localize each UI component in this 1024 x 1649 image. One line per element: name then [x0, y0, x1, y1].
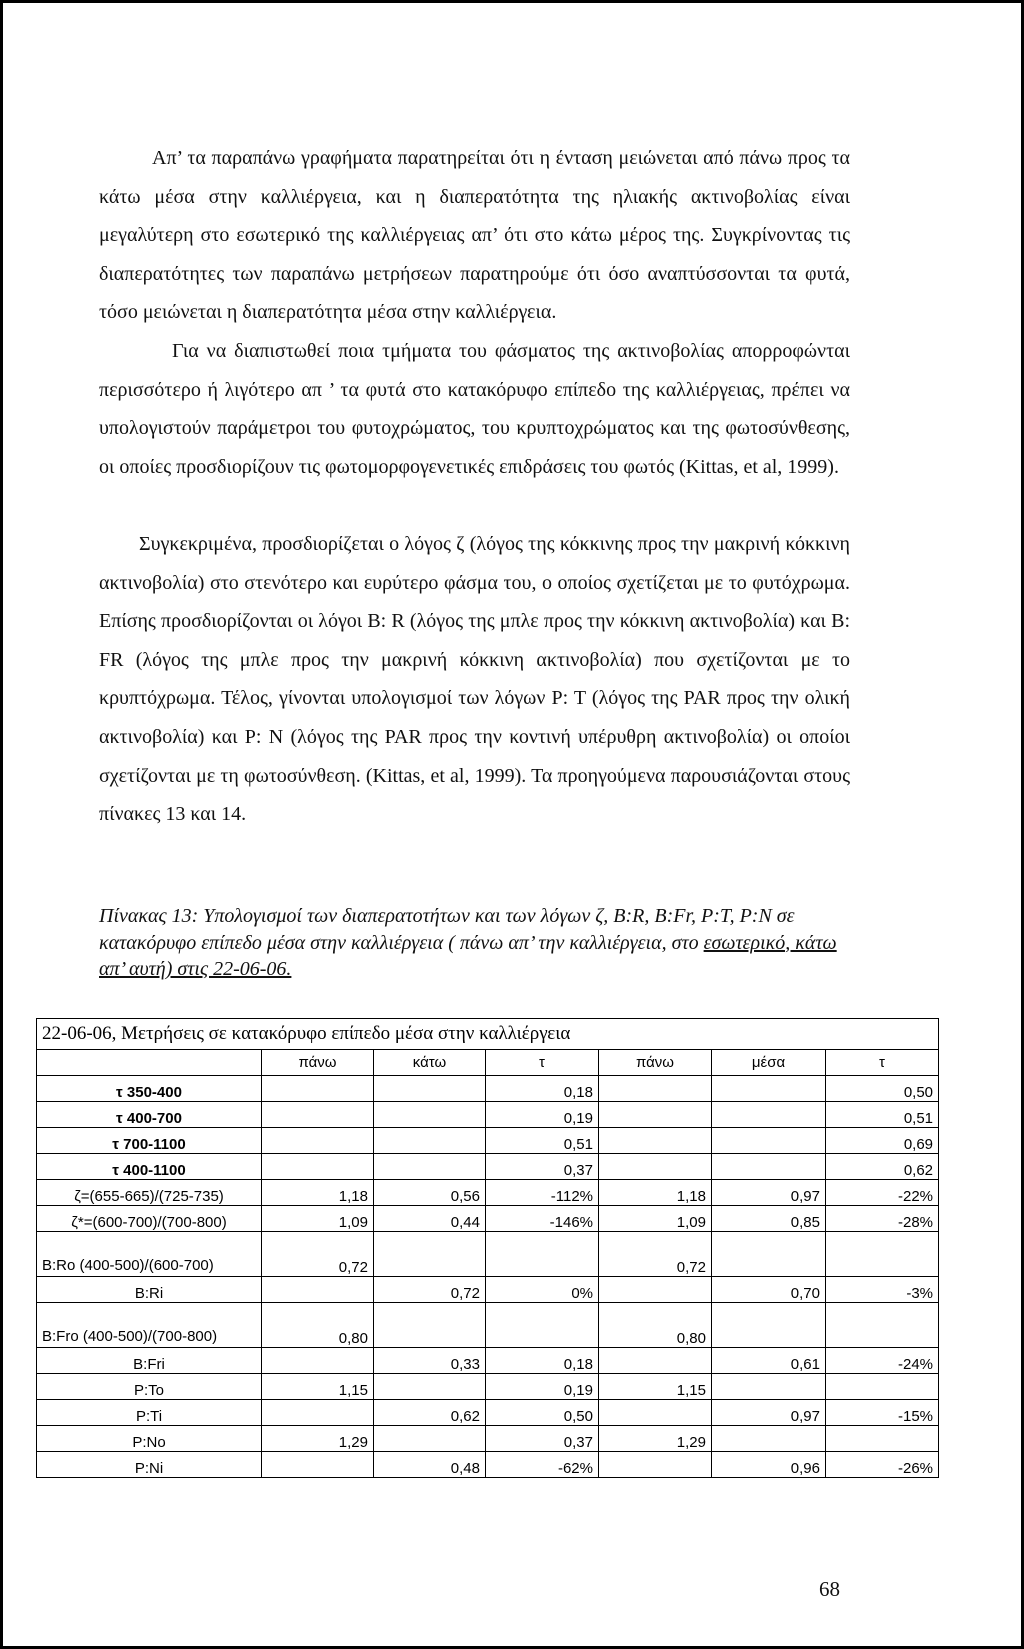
row-label-cell: B:Ri [37, 1277, 262, 1303]
value-cell: -26% [826, 1452, 939, 1478]
value-cell [826, 1374, 939, 1400]
value-cell [599, 1400, 712, 1426]
page-number: 68 [819, 1577, 840, 1601]
value-cell: -22% [826, 1180, 939, 1206]
table-row [37, 1426, 939, 1452]
value-cell: 0% [486, 1277, 599, 1303]
table-row [37, 1076, 939, 1102]
table-row [37, 1128, 939, 1154]
value-cell: 0,97 [712, 1180, 826, 1206]
value-cell [712, 1426, 826, 1452]
value-cell [374, 1426, 486, 1452]
header-cell: πάνω [262, 1050, 374, 1076]
value-cell [486, 1232, 599, 1277]
value-cell: 0,33 [374, 1348, 486, 1374]
value-cell: 0,72 [599, 1232, 712, 1277]
table-header-row [37, 1050, 939, 1076]
value-cell: 0,19 [486, 1102, 599, 1128]
row-label-cell: ζ=(655-665)/(725-735) [37, 1180, 262, 1206]
value-cell [712, 1128, 826, 1154]
value-cell: 0,97 [712, 1400, 826, 1426]
value-cell: 1,15 [599, 1374, 712, 1400]
table-title-row [37, 1019, 939, 1050]
value-cell: 0,85 [712, 1206, 826, 1232]
value-cell [262, 1348, 374, 1374]
value-cell [599, 1348, 712, 1374]
value-cell [374, 1374, 486, 1400]
value-cell [262, 1128, 374, 1154]
value-cell [374, 1303, 486, 1348]
value-cell [374, 1076, 486, 1102]
row-label-cell: τ 700-1100 [37, 1128, 262, 1154]
table-row [37, 1102, 939, 1128]
row-label-cell: B:Fri [37, 1348, 262, 1374]
value-cell: 0,61 [712, 1348, 826, 1374]
value-cell: 1,29 [599, 1426, 712, 1452]
value-cell: 0,72 [374, 1277, 486, 1303]
value-cell: 0,70 [712, 1277, 826, 1303]
value-cell: 0,72 [262, 1232, 374, 1277]
value-cell: 1,09 [262, 1206, 374, 1232]
value-cell: 1,18 [599, 1180, 712, 1206]
value-cell: 1,18 [262, 1180, 374, 1206]
value-cell: 0,62 [826, 1154, 939, 1180]
value-cell [262, 1154, 374, 1180]
row-label-cell: ζ*=(600-700)/(700-800) [37, 1206, 262, 1232]
paragraph-1 [99, 139, 850, 332]
value-cell [374, 1232, 486, 1277]
value-cell: -3% [826, 1277, 939, 1303]
value-cell [712, 1076, 826, 1102]
header-cell: μέσα [712, 1050, 826, 1076]
value-cell: 0,80 [262, 1303, 374, 1348]
value-cell [599, 1128, 712, 1154]
paragraph-3-text: Συγκεκριμένα, προσδιορίζεται ο λόγος ζ (λόγος της κόκκινης προς την μακρινή κόκκινη ακτινοβολία) στο στενότερο και ευρύτερο φάσμα του, ο οποίος σχετίζεται με το φυτόχρωμα. Επίσης προσδιορίζονται οι λόγοι B: R (λόγος της μπλε προς την κόκκινη ακτινοβολία) και B: FR (λόγος της μπλε προς την μακρινή κόκκινη ακτινοβολία) που σχετίζονται με το κρυπτόχρωμα. Τέλος, γίνονται υπολογισμοί των λόγων P: T (λόγος της PAR προς την ολική ακτινοβολία) και P: N (λόγος της PAR προς την κοντινή υπέρυθρη ακτινοβολία) οι οποίοι σχετίζονται με τη φωτοσύνθεση. (Kittas, et al, 1999). Τα προηγούμενα παρουσιάζονται στους πίνακες 13 και 14. [99, 533, 850, 826]
value-cell [374, 1128, 486, 1154]
value-cell: 0,56 [374, 1180, 486, 1206]
header-cell: τ [486, 1050, 599, 1076]
value-cell [374, 1102, 486, 1128]
row-label-cell: B:Ro (400-500)/(600-700) [37, 1232, 262, 1277]
table-row [37, 1348, 939, 1374]
row-label-cell: P:Ni [37, 1452, 262, 1478]
value-cell: -62% [486, 1452, 599, 1478]
value-cell: 0,48 [374, 1452, 486, 1478]
value-cell: 0,51 [826, 1102, 939, 1128]
value-cell: 0,51 [486, 1128, 599, 1154]
value-cell: 0,50 [486, 1400, 599, 1426]
value-cell [262, 1277, 374, 1303]
measurements-table [36, 1018, 939, 1478]
value-cell [262, 1076, 374, 1102]
value-cell [262, 1102, 374, 1128]
header-cell: τ [826, 1050, 939, 1076]
value-cell: 0,80 [599, 1303, 712, 1348]
value-cell [712, 1303, 826, 1348]
row-label-cell: τ 400-1100 [37, 1154, 262, 1180]
row-label-cell: τ 400-700 [37, 1102, 262, 1128]
table-row [37, 1232, 939, 1277]
value-cell: 0,44 [374, 1206, 486, 1232]
value-cell: 0,19 [486, 1374, 599, 1400]
caption-underlined-text: εσωτερικό, κάτω απ’ αυτή) στις 22-06-06. [99, 931, 837, 980]
table-row [37, 1154, 939, 1180]
value-cell: 0,69 [826, 1128, 939, 1154]
table-row [37, 1452, 939, 1478]
value-cell: -24% [826, 1348, 939, 1374]
value-cell [262, 1452, 374, 1478]
table-row [37, 1303, 939, 1348]
value-cell [599, 1102, 712, 1128]
value-cell [599, 1076, 712, 1102]
row-label-cell: P:Ti [37, 1400, 262, 1426]
value-cell [599, 1154, 712, 1180]
header-cell: πάνω [599, 1050, 712, 1076]
paragraph-1-text: Απ’ τα παραπάνω γραφήματα παρατηρείται ότι η ένταση μειώνεται από πάνω προς τα κάτω μέσα στην καλλιέργεια, και η διαπερατότητα της ηλιακής ακτινοβολίας είναι μεγαλύτερη στο εσωτερικό της καλλιέργειας απ’ ότι στο κάτω μέρος της. Συγκρίνοντας τις διαπερατότητες των παραπάνω μετρήσεων παρατηρούμε ότι όσο αναπτύσσονται τα φυτά, τόσο μειώνεται η διαπερατότητα μέσα στην καλλιέργεια. [99, 147, 850, 324]
value-cell [712, 1102, 826, 1128]
value-cell: 0,50 [826, 1076, 939, 1102]
table-row [37, 1374, 939, 1400]
table-title: 22-06-06, Μετρήσεις σε κατακόρυφο επίπεδο μέσα στην καλλιέργεια [37, 1019, 939, 1050]
table-body [37, 1019, 939, 1478]
header-cell: κάτω [374, 1050, 486, 1076]
row-label-cell: P:To [37, 1374, 262, 1400]
paragraph-2 [99, 332, 850, 486]
table-row [37, 1206, 939, 1232]
caption-text: Πίνακας 13: Υπολογισμοί των διαπερατοτήτων και των λόγων ζ, B:R, B:Fr, P:T, P:N σε κατακόρυφο επίπεδο μέσα στην καλλιέργεια ( πάνω απ’ την καλλιέργεια, στο [99, 905, 795, 954]
paragraph-2-text: Για να διαπιστωθεί ποια τμήματα του φάσματος της ακτινοβολίας απορροφώνται περισσότερο ή λιγότερο απ ’ τα φυτά στο κατακόρυφο επίπεδο της καλλιέργειας, πρέπει να υπολογιστούν παράμετροι του φυτοχρώματος, του κρυπτοχρώματος και της φωτοσύνθεσης, οι οποίες προσδιορίζουν τις φωτομορφογενετικές επιδράσεις του φωτός (Kittas, et al, 1999). [99, 340, 850, 478]
value-cell: -28% [826, 1206, 939, 1232]
value-cell: 0,96 [712, 1452, 826, 1478]
table-row [37, 1180, 939, 1206]
value-cell: 0,18 [486, 1076, 599, 1102]
row-label-cell: τ 350-400 [37, 1076, 262, 1102]
value-cell [374, 1154, 486, 1180]
value-cell: -112% [486, 1180, 599, 1206]
value-cell [262, 1400, 374, 1426]
value-cell [486, 1303, 599, 1348]
value-cell [826, 1426, 939, 1452]
value-cell: 1,09 [599, 1206, 712, 1232]
value-cell: 0,37 [486, 1154, 599, 1180]
value-cell [712, 1154, 826, 1180]
table-caption [99, 903, 849, 983]
row-label-cell: P:No [37, 1426, 262, 1452]
header-cell [37, 1050, 262, 1076]
paragraph-3 [99, 525, 850, 834]
value-cell: 0,62 [374, 1400, 486, 1426]
value-cell: 0,18 [486, 1348, 599, 1374]
value-cell [826, 1232, 939, 1277]
row-label-cell: B:Fro (400-500)/(700-800) [37, 1303, 262, 1348]
value-cell: -15% [826, 1400, 939, 1426]
value-cell [599, 1452, 712, 1478]
document-page [3, 3, 1021, 1646]
value-cell: 1,29 [262, 1426, 374, 1452]
table-row [37, 1277, 939, 1303]
value-cell [712, 1232, 826, 1277]
table-row [37, 1400, 939, 1426]
value-cell: 1,15 [262, 1374, 374, 1400]
value-cell: 0,37 [486, 1426, 599, 1452]
value-cell [826, 1303, 939, 1348]
value-cell [712, 1374, 826, 1400]
value-cell [599, 1277, 712, 1303]
value-cell: -146% [486, 1206, 599, 1232]
